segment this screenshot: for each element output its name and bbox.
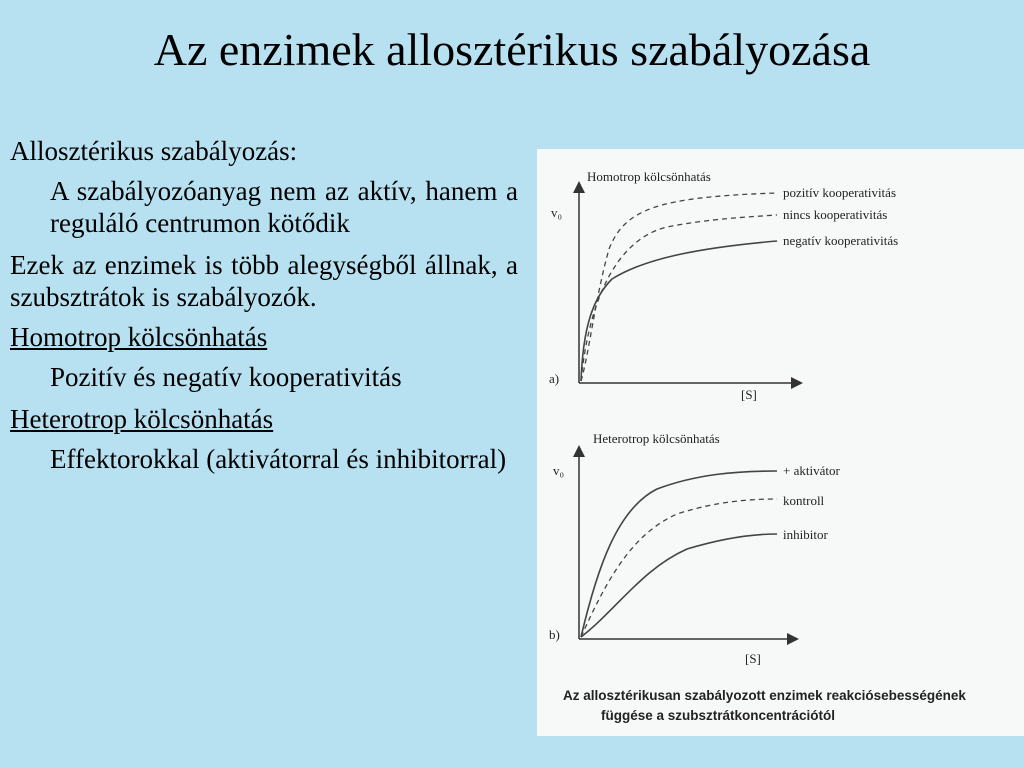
legend-positive: pozitív kooperativitás [783,185,897,200]
panel-b-ylabel: v₀ [553,463,565,478]
curve-control [581,499,777,637]
curve-positive-cooperativity [581,193,777,381]
panel-b-xlabel: [S] [745,651,761,666]
allosteric-figure [537,149,1024,736]
curve-inhibitor [581,534,777,637]
legend-inhibitor: inhibitor [783,527,828,542]
panel-a-title: Homotrop kölcsönhatás [587,169,711,184]
legend-none: nincs kooperativitás [783,207,888,222]
bullet-homotropic: Homotrop kölcsönhatás [10,322,268,352]
panel-a-label: a) [549,371,560,386]
legend-activator: + aktivátor [783,463,840,478]
sub-bullet-effectors: Effektorokkal (aktivátorral és inhibitorral) [50,444,507,474]
curve-negative-cooperativity [581,241,777,381]
slide-title: Az enzimek allosztérikus szabályozása [153,24,871,75]
figure-caption-line2: függése a szubsztrátkoncentrációtól [601,708,836,723]
panel-homotropic [549,169,898,402]
sub-bullet-regulatory-site: A szabályozóanyag nem az aktív, hanem a reguláló centrumon kötődik [50,176,518,238]
bullet-list [10,135,518,485]
panel-a-xlabel: [S] [741,387,757,402]
legend-negative: negatív kooperativitás [783,233,899,248]
panel-b-title: Heterotrop kölcsönhatás [593,431,720,446]
bullet-allosteric-regulation: Allosztérikus szabályozás: [10,136,298,166]
sub-bullet-cooperativity: Pozitív és negatív kooperativitás [50,362,402,392]
panel-heterotropic [549,431,840,666]
panel-b-label: b) [549,627,560,642]
figure-caption-line1: Az allosztérikusan szabályozott enzimek reakciósebességének [563,688,966,703]
bullet-subunits: Ezek az enzimek is több alegységből állnak, a szubsztrátok is szabályozók. [10,250,518,312]
bullet-heterotropic: Heterotrop kölcsönhatás [10,404,274,434]
legend-control: kontroll [783,493,825,508]
panel-a-ylabel: v₀ [551,205,563,220]
curve-no-cooperativity [581,215,777,381]
curve-activator [581,471,777,637]
